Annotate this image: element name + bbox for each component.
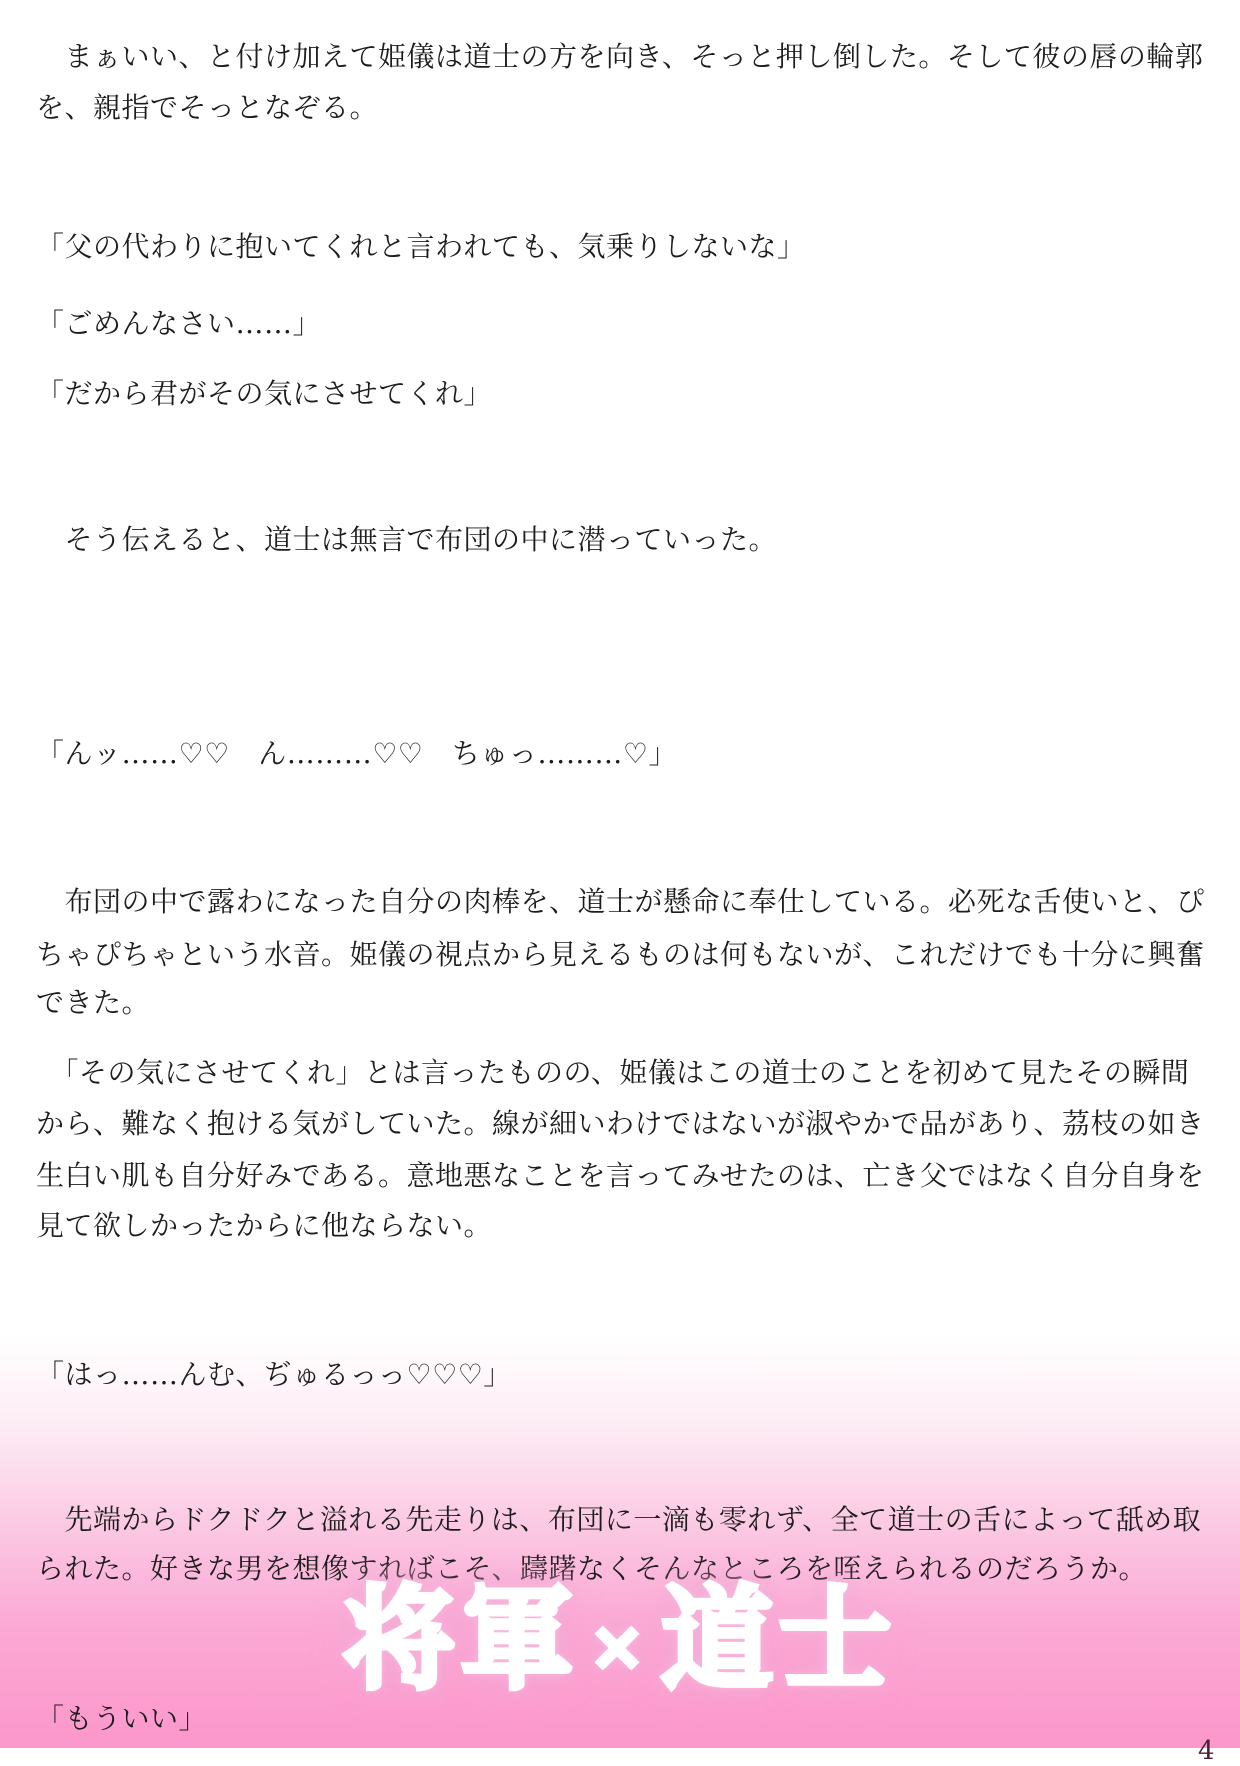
text-line: 「父の代わりに抱いてくれと言われても、気乗りしないな」 bbox=[36, 230, 806, 263]
text-line: から、難なく抱ける気がしていた。線が細いわけではないが淑やかで品があり、茘枝の如き bbox=[36, 1107, 1205, 1140]
text-line: できた。 bbox=[36, 986, 151, 1019]
text-line: ちゃぴちゃという水音。姫儀の視点から見えるものは何もないが、これだけでも十分に興奮 bbox=[36, 938, 1205, 971]
text-line: 布団の中で露わになった自分の肉棒を、道士が懸命に奉仕している。必死な舌使いと、ぴ bbox=[36, 885, 1205, 918]
text-line: 「だから君がその気にさせてくれ」 bbox=[36, 377, 493, 410]
text-line: 生白い肌も自分好みである。意地悪なことを言ってみせたのは、亡き父ではなく自分自身を bbox=[36, 1159, 1205, 1192]
text-line: 「もういい」 bbox=[36, 1702, 208, 1735]
text-line: 「その気にさせてくれ」とは言ったものの、姫儀はこの道士のことを初めて見たその瞬間 bbox=[36, 1056, 1190, 1089]
text-line: 「ごめんなさい……」 bbox=[36, 307, 322, 340]
cross-icon: × bbox=[588, 1606, 652, 1685]
pairing-title-left: 将軍 bbox=[342, 1575, 579, 1705]
text-line: 「んッ……♡♡ ん………♡♡ ちゅっ………♡」 bbox=[36, 737, 678, 770]
text-line: を、親指でそっとなぞる。 bbox=[36, 91, 379, 124]
text-line: そう伝えると、道士は無言で布団の中に潜っていった。 bbox=[36, 523, 778, 556]
text-line: まぁいい、と付け加えて姫儀は道士の方を向き、そっと押し倒した。そして彼の唇の輪郭 bbox=[36, 40, 1204, 73]
text-line: 見て欲しかったからに他ならない。 bbox=[36, 1209, 493, 1242]
pairing-title-right: 道士 bbox=[661, 1575, 898, 1705]
pairing-title bbox=[0, 1575, 1240, 1705]
text-line: られた。好きな男を想像すればこそ、躊躇なくそんなところを咥えられるのだろうか。 bbox=[36, 1552, 1147, 1585]
text-line: 「はっ……んむ、ぢゅるっっ♡♡♡」 bbox=[36, 1358, 512, 1391]
page-number: 4 bbox=[1198, 1736, 1215, 1766]
text-line: 先端からドクドクと溢れる先走りは、布団に一滴も零れず、全て道士の舌によって舐め取 bbox=[36, 1503, 1202, 1536]
